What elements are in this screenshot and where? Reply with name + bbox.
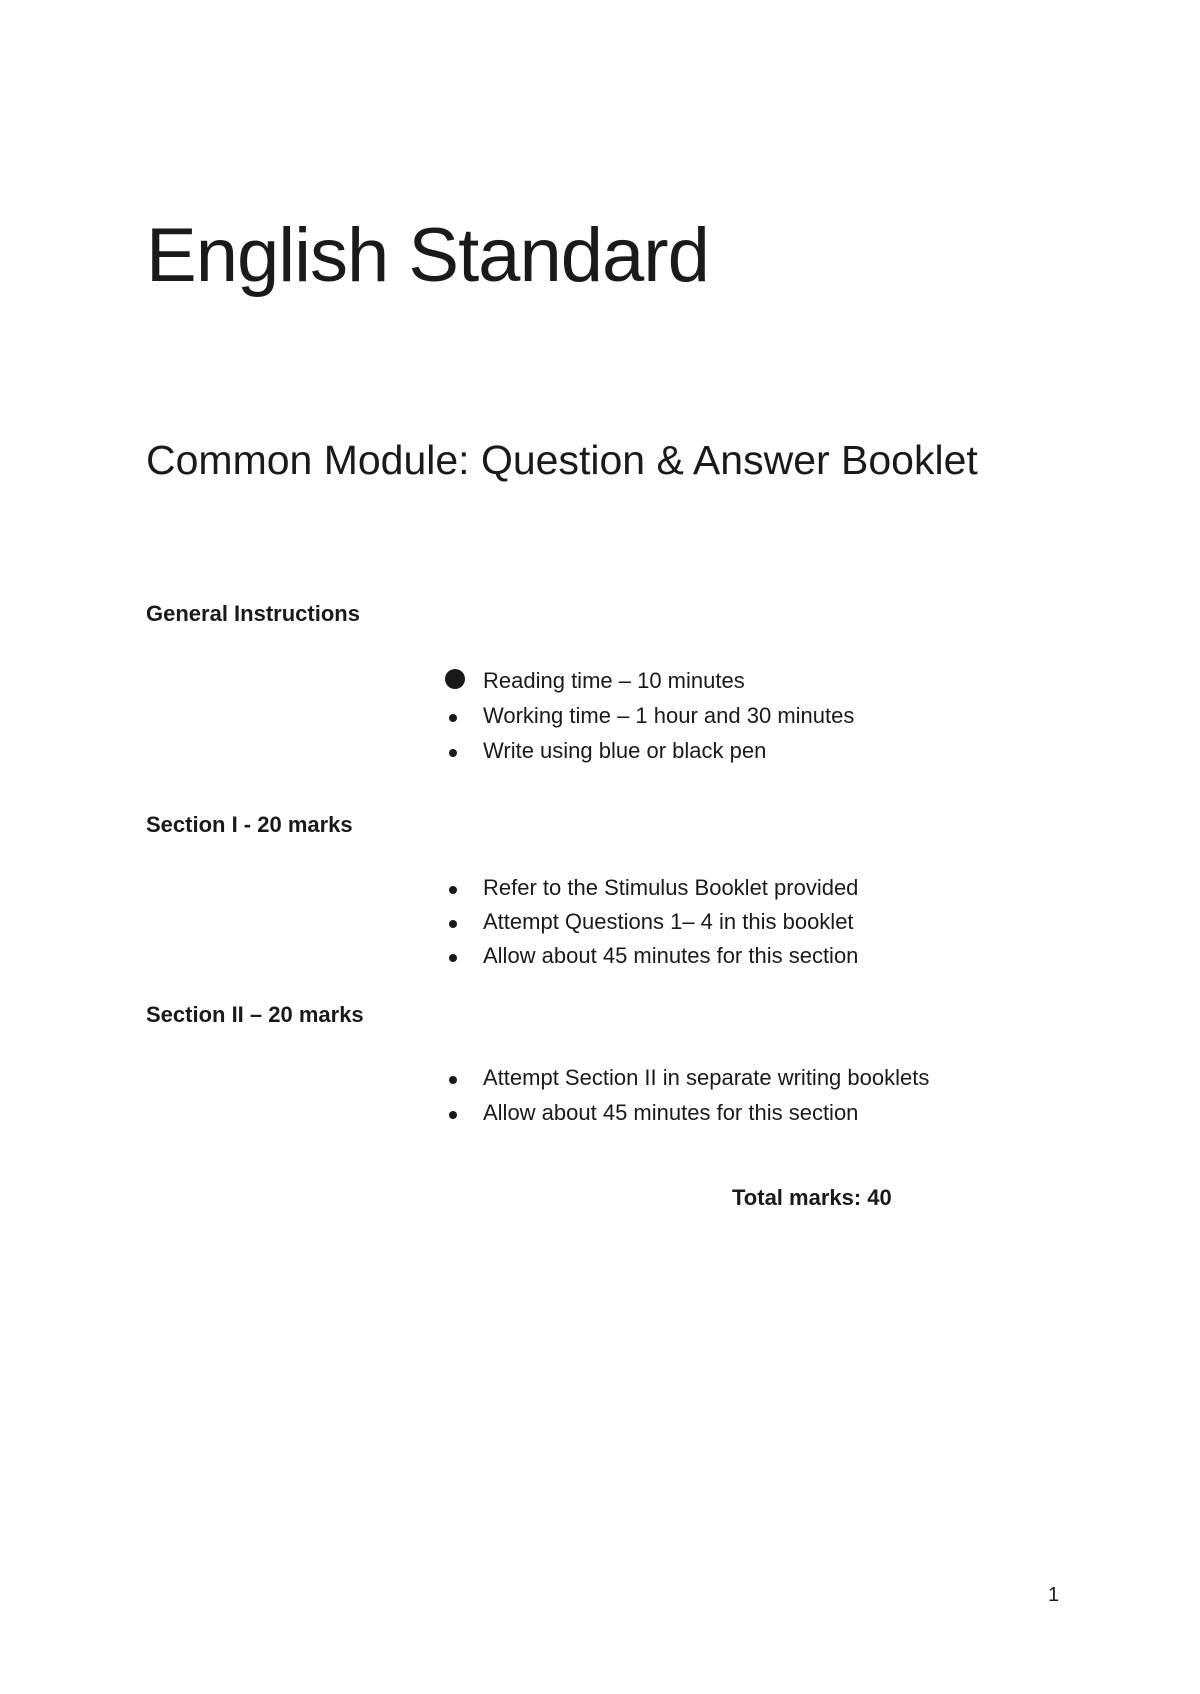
list-item bbox=[445, 705, 854, 727]
list-item-text: Reading time – 10 minutes bbox=[483, 668, 745, 693]
list-item-text: Working time – 1 hour and 30 minutes bbox=[483, 703, 855, 728]
list-item bbox=[445, 1102, 929, 1124]
bullet-icon bbox=[449, 749, 457, 757]
list-item-text: Allow about 45 minutes for this section bbox=[483, 1100, 859, 1125]
list-item bbox=[445, 740, 854, 762]
list-item bbox=[445, 1067, 929, 1089]
section-1-heading: Section I - 20 marks bbox=[146, 812, 353, 837]
bullet-icon bbox=[449, 920, 457, 928]
bullet-icon bbox=[449, 886, 457, 894]
list-item-text: Allow about 45 minutes for this section bbox=[483, 943, 859, 968]
bullet-icon bbox=[449, 1076, 457, 1084]
page-number: 1 bbox=[1048, 1584, 1060, 1606]
total-marks: Total marks: 40 bbox=[732, 1185, 892, 1210]
list-item bbox=[445, 877, 858, 899]
bullet-icon bbox=[449, 1111, 457, 1119]
list-item-text: Refer to the Stimulus Booklet provided bbox=[483, 875, 859, 900]
section-1-list bbox=[445, 877, 858, 979]
bullet-icon bbox=[449, 714, 457, 722]
document-title: English Standard bbox=[146, 213, 709, 298]
list-item-text: Attempt Questions 1– 4 in this booklet bbox=[483, 909, 854, 934]
general-instructions-list bbox=[445, 670, 854, 775]
bullet-icon bbox=[449, 954, 457, 962]
bullet-icon bbox=[445, 669, 465, 689]
document-subtitle: Common Module: Question & Answer Booklet bbox=[146, 437, 978, 483]
list-item bbox=[445, 945, 858, 967]
list-item-text: Write using blue or black pen bbox=[483, 738, 767, 763]
list-item bbox=[445, 670, 854, 692]
list-item bbox=[445, 911, 858, 933]
section-2-heading: Section II – 20 marks bbox=[146, 1002, 364, 1027]
list-item-text: Attempt Section II in separate writing booklets bbox=[483, 1065, 930, 1090]
section-2-list bbox=[445, 1067, 929, 1137]
general-instructions-heading: General Instructions bbox=[146, 601, 360, 626]
